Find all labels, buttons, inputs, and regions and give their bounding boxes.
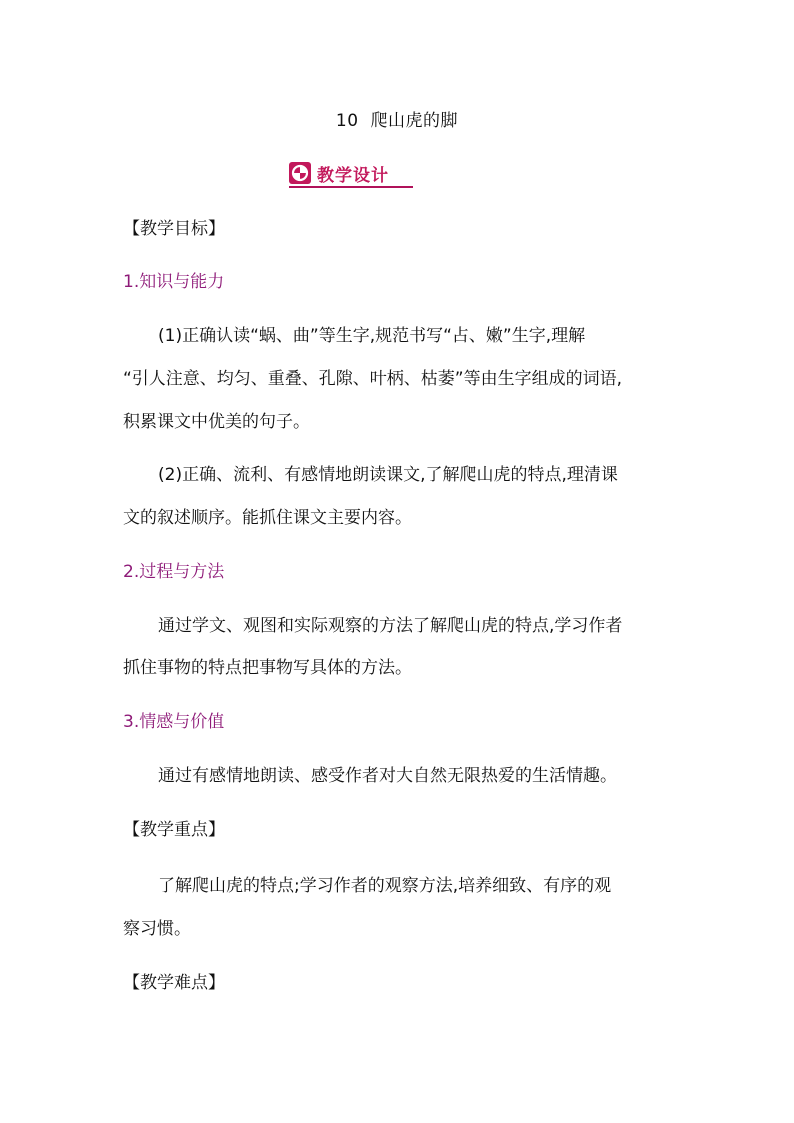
teaching-design-banner (289, 160, 413, 188)
paragraph-line: 了解爬山虎的特点;学习作者的观察方法,培养细致、有序的观 (158, 876, 612, 896)
paragraph-line: (1)正确认读“蜗、曲”等生字,规范书写“占、嫩”生字,理解 (158, 326, 586, 346)
key-points-heading: 【教学重点】 (123, 820, 225, 840)
paragraph-line: “引人注意、均匀、重叠、孔隙、叶柄、枯萎”等由生字组成的词语, (123, 369, 623, 389)
difficulties-heading: 【教学难点】 (123, 973, 225, 993)
subheading-process-method: 2.过程与方法 (123, 562, 225, 582)
paragraph-line: 抓住事物的特点把事物写具体的方法。 (123, 658, 412, 678)
paragraph-line: 通过有感情地朗读、感受作者对大自然无限热爱的生活情趣。 (158, 766, 617, 786)
subheading-emotion-value: 3.情感与价值 (123, 712, 225, 732)
goals-heading: 【教学目标】 (123, 219, 225, 239)
paragraph-line: 察习惯。 (123, 919, 191, 939)
paragraph-line: 积累课文中优美的句子。 (123, 412, 310, 432)
paragraph-line: 文的叙述顺序。能抓住课文主要内容。 (123, 508, 412, 528)
lesson-title-text: 爬山虎的脚 (370, 111, 459, 131)
paragraph-line: (2)正确、流利、有感情地朗读课文,了解爬山虎的特点,理清课 (158, 465, 618, 485)
banner-label: 教学设计 (317, 165, 389, 186)
swirl-logo-icon (289, 162, 311, 184)
paragraph-line: 通过学文、观图和实际观察的方法了解爬山虎的特点,学习作者 (158, 616, 623, 636)
lesson-title (0, 106, 794, 131)
subheading-knowledge-ability: 1.知识与能力 (123, 272, 225, 292)
lesson-number: 10 (335, 111, 359, 131)
